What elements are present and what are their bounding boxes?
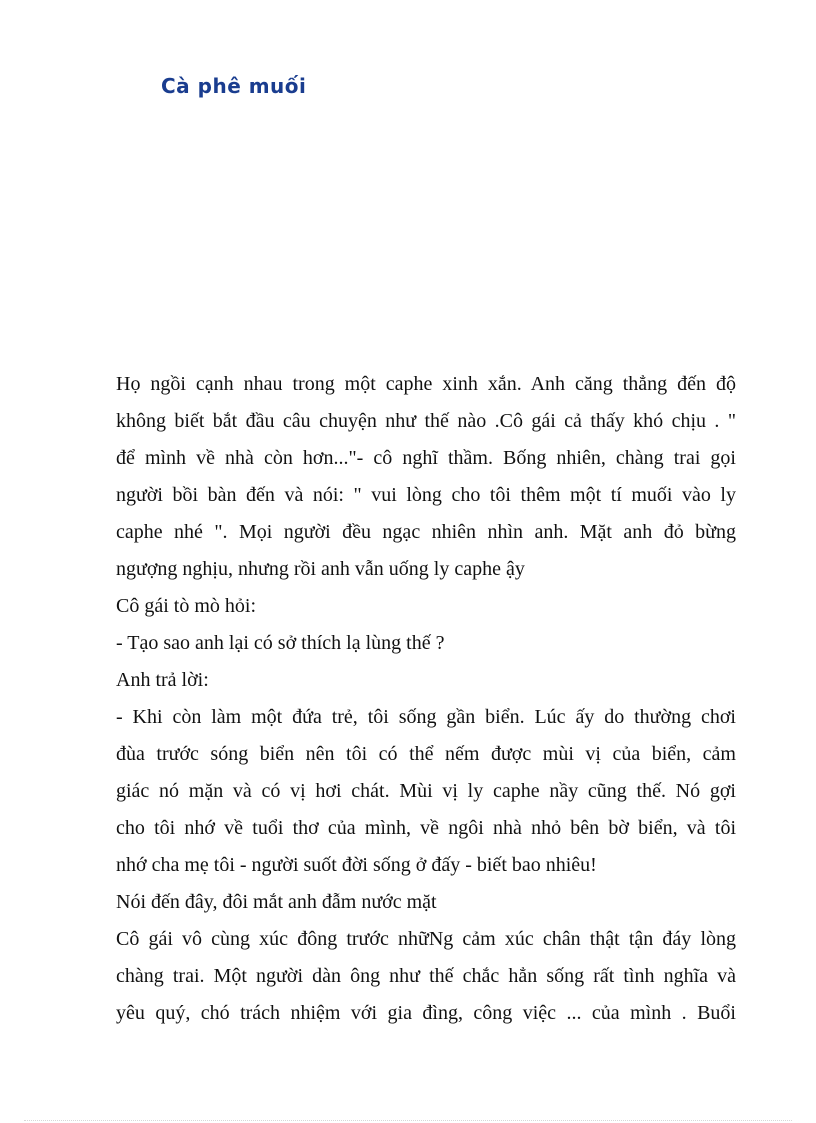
text-line: người bồi bàn đến và nói: " vui lòng cho tôi thêm một tí muối vào ly (116, 484, 736, 506)
text-line: Họ ngồi cạnh nhau trong một caphe xinh xắn. Anh căng thẳng đến độ (116, 373, 736, 395)
text-line: nhớ cha mẹ tôi - người suốt đời sống ở đấy - biết bao nhiêu! (116, 854, 597, 876)
page-footer-divider (24, 1120, 792, 1121)
text-line: - Tạo sao anh lại có sở thích lạ lùng thế ? (116, 632, 445, 654)
text-line: ngượng nghịu, nhưng rồi anh vẫn uống ly caphe ậy (116, 558, 525, 580)
story-body (116, 366, 736, 1032)
text-line: để mình về nhà còn hơn..."- cô nghĩ thầm. Bống nhiên, chàng trai gọi (116, 447, 736, 469)
text-line: Nói đến đây, đôi mắt anh đẫm nước mặt (116, 891, 437, 913)
text-line: đùa trước sóng biển nên tôi có thể nếm được mùi vị của biển, cảm (116, 743, 736, 765)
text-line: - Khi còn làm một đứa trẻ, tôi sống gần biển. Lúc ấy do thường chơi (116, 706, 736, 728)
text-line: cho tôi nhớ về tuổi thơ của mình, về ngôi nhà nhỏ bên bờ biển, và tôi (116, 817, 736, 839)
text-line: Cô gái tò mò hỏi: (116, 595, 256, 617)
text-line: Anh trả lời: (116, 669, 209, 691)
text-line: Cô gái vô cùng xúc đông trước nhữNg cảm xúc chân thật tận đáy lòng (116, 928, 736, 950)
text-line: không biết bắt đầu câu chuyện như thế nào .Cô gái cả thấy khó chịu . " (116, 410, 736, 432)
text-line: chàng trai. Một người dàn ông như thế chắc hẳn sống rất tình nghĩa và (116, 965, 736, 987)
text-line: caphe nhé ". Mọi người đều ngạc nhiên nhìn anh. Mặt anh đỏ bừng (116, 521, 736, 543)
text-line: giác nó mặn và có vị hơi chát. Mùi vị ly caphe nầy cũng thế. Nó gợi (116, 780, 736, 802)
text-line: yêu quý, chó trách nhiệm với gia đìng, công việc ... của mình . Buổi (116, 1002, 736, 1024)
page-title: Cà phê muối (161, 74, 307, 98)
